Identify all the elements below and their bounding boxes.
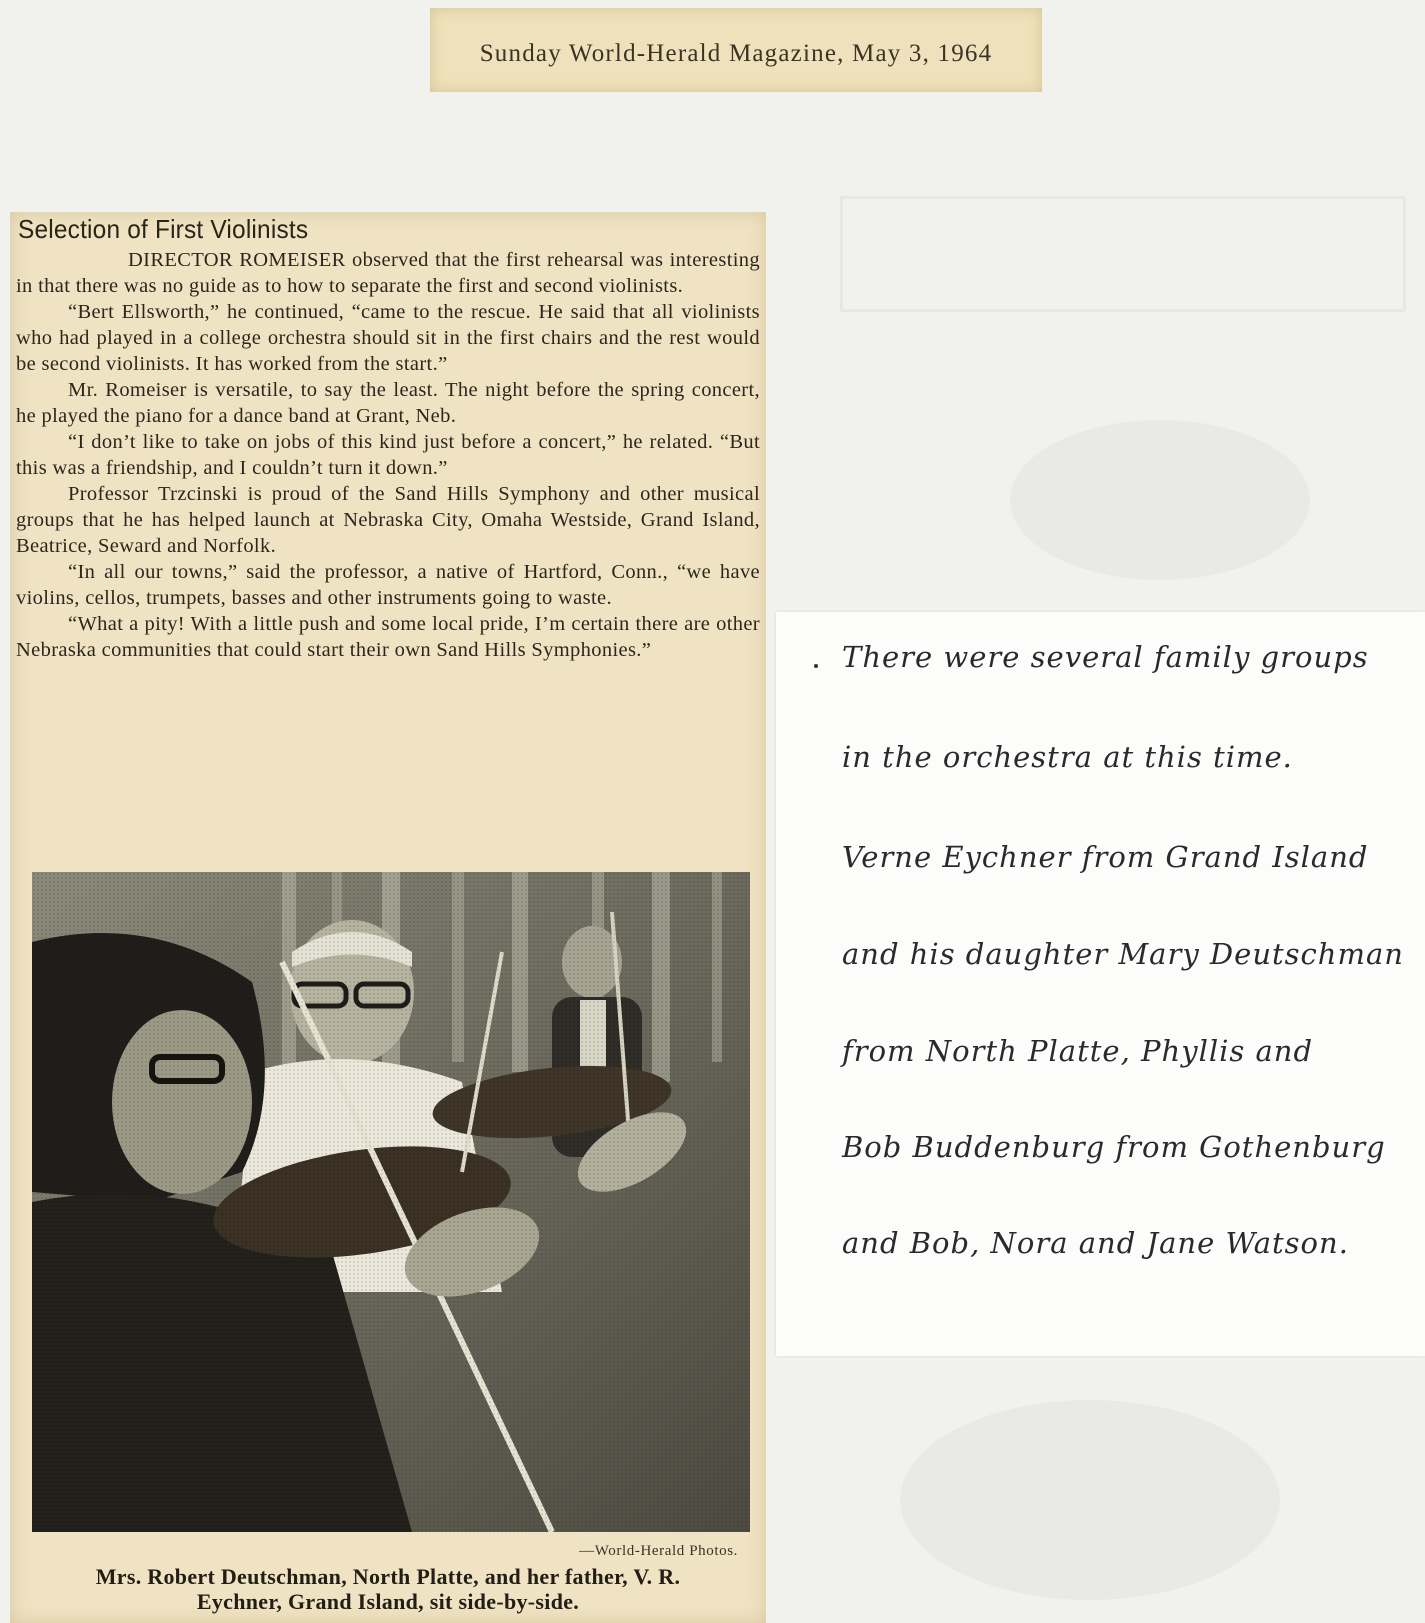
smudge xyxy=(900,1400,1280,1600)
smudge xyxy=(1010,420,1310,580)
article-paragraph: Mr. Romeiser is versatile, to say the least. The night before the spring concert, he played the piano for a dance band at Grant, Neb. xyxy=(16,379,760,427)
article-body xyxy=(16,247,760,663)
note-line: and Bob, Nora and Jane Watson. xyxy=(842,1226,1349,1260)
note-line: Bob Buddenburg from Gothenburg xyxy=(842,1130,1386,1164)
bullet-dot xyxy=(814,664,818,668)
photo-credit: —World-Herald Photos. xyxy=(579,1543,738,1559)
bleed-through-box xyxy=(840,196,1406,312)
article-headline: Selection of First Violinists xyxy=(18,214,309,244)
dateline-text: Sunday World-Herald Magazine, May 3, 1964 xyxy=(479,40,993,67)
article-clipping xyxy=(10,212,766,1623)
caption-line: Eychner, Grand Island, sit side-by-side. xyxy=(196,1589,580,1614)
note-line: and his daughter Mary Deutschman xyxy=(842,937,1404,971)
photo-caption xyxy=(10,1564,766,1614)
note-line: Verne Eychner from Grand Island xyxy=(842,840,1369,874)
article-paragraph: “What a pity! With a little push and some local pride, I’m certain there are other Nebraska communities that could start their own Sand Hills Symphonies.” xyxy=(16,613,760,661)
note-line: in the orchestra at this time. xyxy=(842,740,1293,774)
note-line: from North Platte, Phyllis and xyxy=(842,1034,1314,1068)
bleed-through-mark xyxy=(1040,0,1077,128)
article-paragraph: Professor Trzcinski is proud of the Sand Hills Symphony and other musical groups that he has helped launch at Nebraska City, Omaha Westside, Grand Island, Beatrice, Seward and Norfolk. xyxy=(16,483,760,557)
handwritten-note-card xyxy=(776,612,1425,1356)
article-paragraph: “Bert Ellsworth,” he continued, “came to the rescue. He said that all violinists who had played in a college orchestra should sit in the first chairs and the rest would be second violinists. It has worked from the start.” xyxy=(16,301,760,375)
article-paragraph: “In all our towns,” said the professor, a native of Hartford, Conn., “we have violins, cellos, trumpets, basses and other instruments going to waste. xyxy=(16,561,760,609)
dateline-clipping xyxy=(430,8,1042,92)
caption-line: Mrs. Robert Deutschman, North Platte, and her father, V. R. xyxy=(95,1564,681,1589)
orchestra-photo-graphic xyxy=(32,872,750,1532)
article-paragraph: DIRECTOR ROMEISER observed that the first rehearsal was interesting in that there was no guide as to how to separate the first and second violinists. xyxy=(16,249,760,297)
orchestra-photo xyxy=(32,872,750,1532)
note-line: There were several family groups xyxy=(842,640,1369,674)
article-paragraph: “I don’t like to take on jobs of this kind just before a concert,” he related. “But this was a friendship, and I couldn’t turn it down.” xyxy=(16,431,760,479)
